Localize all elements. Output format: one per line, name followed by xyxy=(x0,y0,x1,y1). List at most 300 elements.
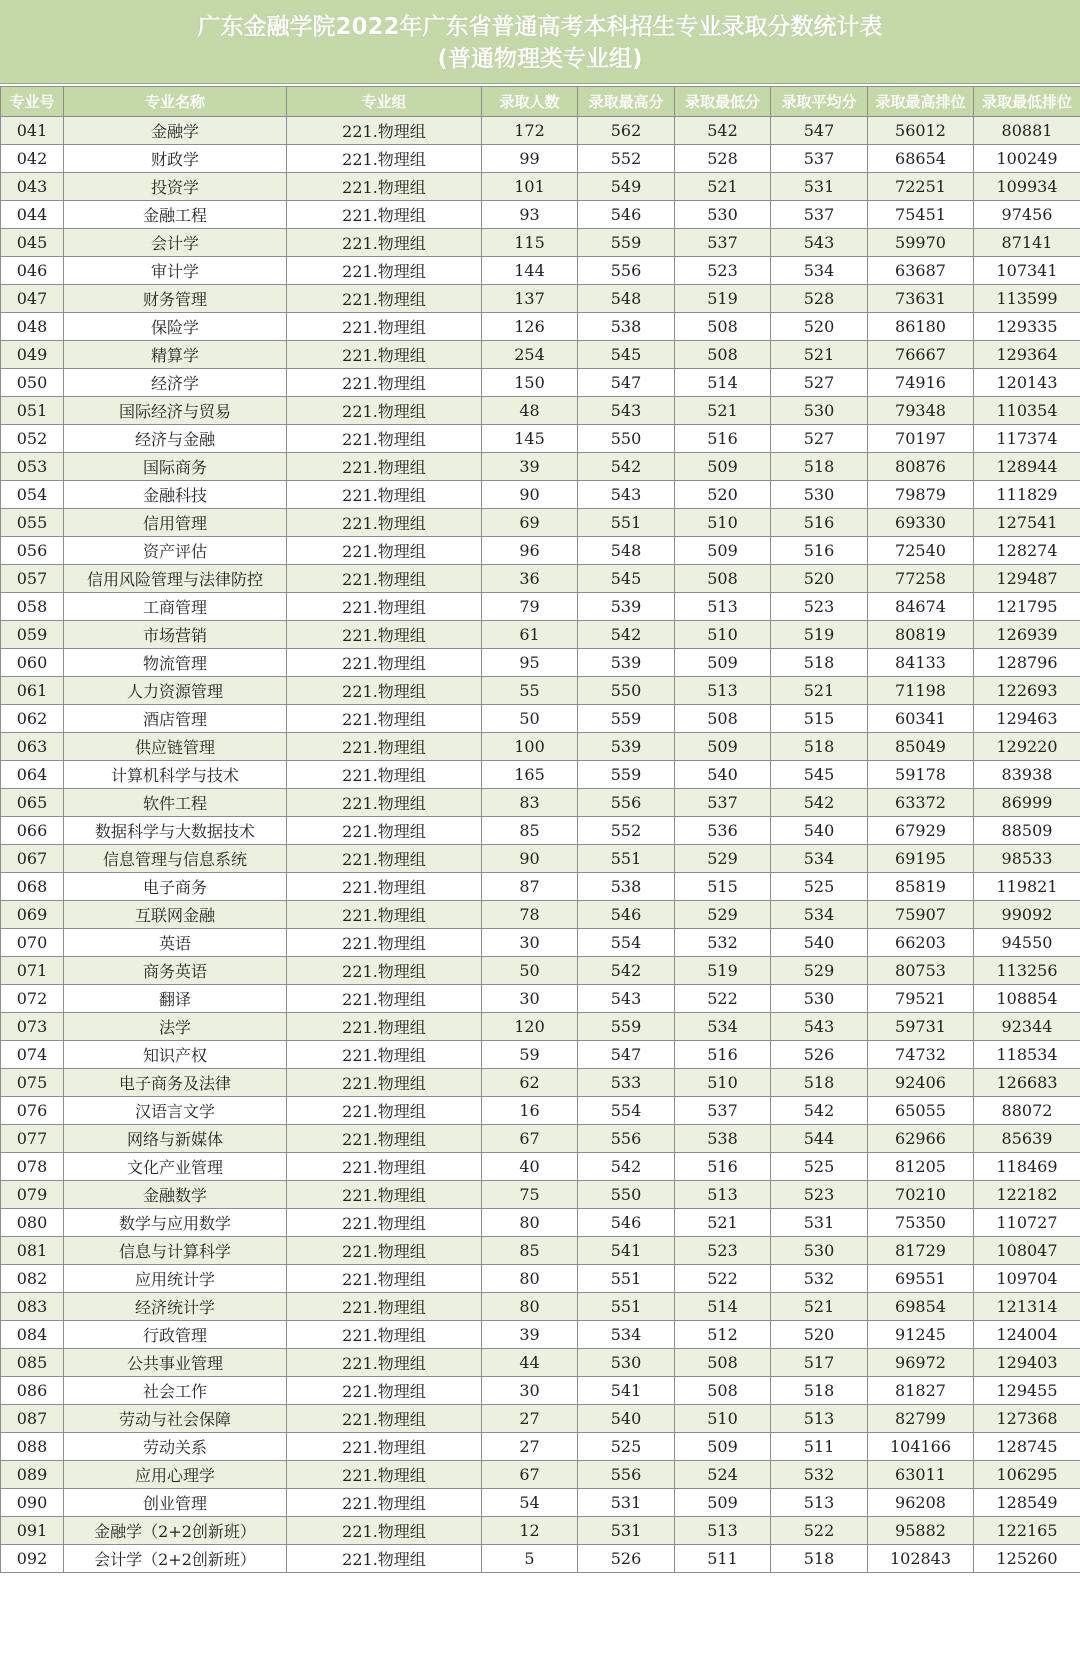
max-score-cell: 559 xyxy=(578,705,675,733)
major-name-cell: 劳动与社会保障 xyxy=(64,1405,287,1433)
major-name-cell: 法学 xyxy=(64,1013,287,1041)
min-score-cell: 509 xyxy=(675,453,771,481)
major-code-cell: 076 xyxy=(1,1097,64,1125)
major-group-cell: 221.物理组 xyxy=(287,1545,482,1573)
major-name-cell: 投资学 xyxy=(64,173,287,201)
avg-score-cell: 511 xyxy=(771,1433,868,1461)
max-score-cell: 547 xyxy=(578,369,675,397)
table-row xyxy=(1,1209,1080,1237)
major-name-cell: 计算机科学与技术 xyxy=(64,761,287,789)
min-rank-cell: 97456 xyxy=(974,201,1080,229)
table-row xyxy=(1,257,1080,285)
max-score-cell: 551 xyxy=(578,845,675,873)
major-name-cell: 电子商务及法律 xyxy=(64,1069,287,1097)
admitted-count-cell: 75 xyxy=(482,1181,578,1209)
major-group-cell: 221.物理组 xyxy=(287,453,482,481)
min-rank-cell: 109704 xyxy=(974,1265,1080,1293)
major-group-cell: 221.物理组 xyxy=(287,845,482,873)
major-code-cell: 074 xyxy=(1,1041,64,1069)
min-score-cell: 510 xyxy=(675,621,771,649)
major-name-cell: 数据科学与大数据技术 xyxy=(64,817,287,845)
admitted-count-cell: 101 xyxy=(482,173,578,201)
max-score-cell: 534 xyxy=(578,1321,675,1349)
min-rank-cell: 126939 xyxy=(974,621,1080,649)
min-rank-cell: 122165 xyxy=(974,1517,1080,1545)
max-score-cell: 552 xyxy=(578,145,675,173)
table-row xyxy=(1,117,1080,145)
major-name-cell: 汉语言文学 xyxy=(64,1097,287,1125)
admitted-count-cell: 27 xyxy=(482,1433,578,1461)
max-rank-cell: 81205 xyxy=(868,1153,974,1181)
major-name-cell: 商务英语 xyxy=(64,957,287,985)
max-score-cell: 546 xyxy=(578,901,675,929)
max-rank-cell: 59178 xyxy=(868,761,974,789)
min-rank-cell: 107341 xyxy=(974,257,1080,285)
admitted-count-cell: 12 xyxy=(482,1517,578,1545)
major-name-cell: 国际经济与贸易 xyxy=(64,397,287,425)
max-score-cell: 556 xyxy=(578,1125,675,1153)
max-rank-cell: 63687 xyxy=(868,257,974,285)
max-rank-cell: 75907 xyxy=(868,901,974,929)
admitted-count-cell: 79 xyxy=(482,593,578,621)
max-score-cell: 556 xyxy=(578,1461,675,1489)
admitted-count-cell: 5 xyxy=(482,1545,578,1573)
max-rank-cell: 84133 xyxy=(868,649,974,677)
avg-score-cell: 544 xyxy=(771,1125,868,1153)
major-group-cell: 221.物理组 xyxy=(287,173,482,201)
major-group-cell: 221.物理组 xyxy=(287,1097,482,1125)
max-score-cell: 542 xyxy=(578,621,675,649)
table-row xyxy=(1,201,1080,229)
avg-score-cell: 542 xyxy=(771,1097,868,1125)
max-rank-cell: 79348 xyxy=(868,397,974,425)
min-rank-cell: 110354 xyxy=(974,397,1080,425)
max-rank-cell: 84674 xyxy=(868,593,974,621)
major-name-cell: 金融学（2+2创新班） xyxy=(64,1517,287,1545)
min-rank-cell: 129335 xyxy=(974,313,1080,341)
table-row xyxy=(1,509,1080,537)
min-rank-cell: 128274 xyxy=(974,537,1080,565)
min-rank-cell: 124004 xyxy=(974,1321,1080,1349)
max-rank-cell: 92406 xyxy=(868,1069,974,1097)
table-row xyxy=(1,1041,1080,1069)
major-group-cell: 221.物理组 xyxy=(287,1237,482,1265)
avg-score-cell: 521 xyxy=(771,1293,868,1321)
major-group-cell: 221.物理组 xyxy=(287,369,482,397)
admitted-count-cell: 90 xyxy=(482,845,578,873)
table-row xyxy=(1,1013,1080,1041)
major-name-cell: 翻译 xyxy=(64,985,287,1013)
avg-score-cell: 518 xyxy=(771,649,868,677)
admitted-count-cell: 85 xyxy=(482,817,578,845)
avg-score-cell: 534 xyxy=(771,901,868,929)
avg-score-cell: 534 xyxy=(771,845,868,873)
avg-score-cell: 527 xyxy=(771,369,868,397)
major-group-cell: 221.物理组 xyxy=(287,873,482,901)
admitted-count-cell: 100 xyxy=(482,733,578,761)
min-rank-cell: 129220 xyxy=(974,733,1080,761)
min-rank-cell: 128549 xyxy=(974,1489,1080,1517)
avg-score-cell: 523 xyxy=(771,593,868,621)
major-name-cell: 数学与应用数学 xyxy=(64,1209,287,1237)
major-name-cell: 英语 xyxy=(64,929,287,957)
avg-score-cell: 537 xyxy=(771,145,868,173)
major-code-cell: 046 xyxy=(1,257,64,285)
major-code-cell: 066 xyxy=(1,817,64,845)
avg-score-cell: 518 xyxy=(771,1069,868,1097)
min-rank-cell: 119821 xyxy=(974,873,1080,901)
admitted-count-cell: 85 xyxy=(482,1237,578,1265)
major-group-cell: 221.物理组 xyxy=(287,1377,482,1405)
min-rank-cell: 113599 xyxy=(974,285,1080,313)
table-row xyxy=(1,565,1080,593)
major-name-cell: 供应链管理 xyxy=(64,733,287,761)
max-rank-cell: 59970 xyxy=(868,229,974,257)
max-rank-cell: 85819 xyxy=(868,873,974,901)
admitted-count-cell: 165 xyxy=(482,761,578,789)
max-rank-cell: 79879 xyxy=(868,481,974,509)
admitted-count-cell: 78 xyxy=(482,901,578,929)
table-row xyxy=(1,873,1080,901)
admitted-count-cell: 80 xyxy=(482,1209,578,1237)
max-rank-cell: 76667 xyxy=(868,341,974,369)
admitted-count-cell: 30 xyxy=(482,985,578,1013)
admitted-count-cell: 80 xyxy=(482,1293,578,1321)
major-name-cell: 会计学 xyxy=(64,229,287,257)
major-group-cell: 221.物理组 xyxy=(287,789,482,817)
admitted-count-cell: 50 xyxy=(482,705,578,733)
table-row xyxy=(1,1433,1080,1461)
major-code-cell: 050 xyxy=(1,369,64,397)
major-code-cell: 051 xyxy=(1,397,64,425)
admitted-count-cell: 62 xyxy=(482,1069,578,1097)
avg-score-cell: 513 xyxy=(771,1489,868,1517)
avg-score-cell: 531 xyxy=(771,173,868,201)
admitted-count-cell: 59 xyxy=(482,1041,578,1069)
major-group-cell: 221.物理组 xyxy=(287,1181,482,1209)
avg-score-cell: 532 xyxy=(771,1461,868,1489)
table-body xyxy=(1,117,1080,1573)
min-score-cell: 510 xyxy=(675,1405,771,1433)
max-rank-cell: 70210 xyxy=(868,1181,974,1209)
admitted-count-cell: 39 xyxy=(482,453,578,481)
avg-score-cell: 515 xyxy=(771,705,868,733)
major-group-cell: 221.物理组 xyxy=(287,425,482,453)
table-row xyxy=(1,733,1080,761)
min-score-cell: 542 xyxy=(675,117,771,145)
avg-score-cell: 530 xyxy=(771,1237,868,1265)
max-rank-cell: 104166 xyxy=(868,1433,974,1461)
major-code-cell: 083 xyxy=(1,1293,64,1321)
min-rank-cell: 106295 xyxy=(974,1461,1080,1489)
major-code-cell: 072 xyxy=(1,985,64,1013)
table-row xyxy=(1,957,1080,985)
major-name-cell: 知识产权 xyxy=(64,1041,287,1069)
major-group-cell: 221.物理组 xyxy=(287,621,482,649)
avg-score-cell: 545 xyxy=(771,761,868,789)
major-code-cell: 068 xyxy=(1,873,64,901)
max-rank-cell: 69854 xyxy=(868,1293,974,1321)
min-score-cell: 536 xyxy=(675,817,771,845)
avg-score-cell: 521 xyxy=(771,677,868,705)
admitted-count-cell: 30 xyxy=(482,929,578,957)
major-code-cell: 090 xyxy=(1,1489,64,1517)
admitted-count-cell: 27 xyxy=(482,1405,578,1433)
column-header-avg-score: 录取平均分 xyxy=(771,87,868,117)
min-score-cell: 508 xyxy=(675,565,771,593)
max-rank-cell: 69551 xyxy=(868,1265,974,1293)
max-rank-cell: 102843 xyxy=(868,1545,974,1573)
major-name-cell: 工商管理 xyxy=(64,593,287,621)
table-row xyxy=(1,705,1080,733)
major-group-cell: 221.物理组 xyxy=(287,565,482,593)
max-rank-cell: 59731 xyxy=(868,1013,974,1041)
major-code-cell: 079 xyxy=(1,1181,64,1209)
major-code-cell: 053 xyxy=(1,453,64,481)
min-score-cell: 514 xyxy=(675,1293,771,1321)
header-row xyxy=(1,87,1080,117)
major-code-cell: 061 xyxy=(1,677,64,705)
avg-score-cell: 516 xyxy=(771,537,868,565)
major-group-cell: 221.物理组 xyxy=(287,1125,482,1153)
table-row xyxy=(1,1125,1080,1153)
min-rank-cell: 87141 xyxy=(974,229,1080,257)
major-group-cell: 221.物理组 xyxy=(287,761,482,789)
major-group-cell: 221.物理组 xyxy=(287,1069,482,1097)
max-rank-cell: 85049 xyxy=(868,733,974,761)
table-row xyxy=(1,173,1080,201)
title-block xyxy=(0,0,1080,84)
major-name-cell: 软件工程 xyxy=(64,789,287,817)
major-code-cell: 069 xyxy=(1,901,64,929)
admitted-count-cell: 93 xyxy=(482,201,578,229)
major-code-cell: 080 xyxy=(1,1209,64,1237)
major-name-cell: 应用统计学 xyxy=(64,1265,287,1293)
max-score-cell: 546 xyxy=(578,201,675,229)
min-score-cell: 510 xyxy=(675,1069,771,1097)
max-rank-cell: 96208 xyxy=(868,1489,974,1517)
max-rank-cell: 82799 xyxy=(868,1405,974,1433)
avg-score-cell: 518 xyxy=(771,1545,868,1573)
max-score-cell: 548 xyxy=(578,537,675,565)
min-score-cell: 516 xyxy=(675,1153,771,1181)
min-rank-cell: 108047 xyxy=(974,1237,1080,1265)
max-score-cell: 550 xyxy=(578,677,675,705)
min-score-cell: 519 xyxy=(675,285,771,313)
major-name-cell: 网络与新媒体 xyxy=(64,1125,287,1153)
avg-score-cell: 519 xyxy=(771,621,868,649)
major-code-cell: 078 xyxy=(1,1153,64,1181)
max-score-cell: 562 xyxy=(578,117,675,145)
major-code-cell: 086 xyxy=(1,1377,64,1405)
admitted-count-cell: 48 xyxy=(482,397,578,425)
admitted-count-cell: 99 xyxy=(482,145,578,173)
major-group-cell: 221.物理组 xyxy=(287,537,482,565)
min-rank-cell: 111829 xyxy=(974,481,1080,509)
max-rank-cell: 70197 xyxy=(868,425,974,453)
max-rank-cell: 81827 xyxy=(868,1377,974,1405)
major-code-cell: 085 xyxy=(1,1349,64,1377)
max-score-cell: 533 xyxy=(578,1069,675,1097)
max-rank-cell: 69195 xyxy=(868,845,974,873)
min-score-cell: 513 xyxy=(675,1181,771,1209)
major-name-cell: 金融科技 xyxy=(64,481,287,509)
major-name-cell: 金融数学 xyxy=(64,1181,287,1209)
table-row xyxy=(1,1237,1080,1265)
table-row xyxy=(1,1405,1080,1433)
admitted-count-cell: 150 xyxy=(482,369,578,397)
min-score-cell: 519 xyxy=(675,957,771,985)
table-row xyxy=(1,817,1080,845)
min-score-cell: 522 xyxy=(675,1265,771,1293)
min-score-cell: 513 xyxy=(675,677,771,705)
min-rank-cell: 129364 xyxy=(974,341,1080,369)
max-rank-cell: 91245 xyxy=(868,1321,974,1349)
major-name-cell: 经济统计学 xyxy=(64,1293,287,1321)
min-score-cell: 534 xyxy=(675,1013,771,1041)
max-score-cell: 551 xyxy=(578,1265,675,1293)
min-score-cell: 529 xyxy=(675,901,771,929)
admitted-count-cell: 254 xyxy=(482,341,578,369)
major-name-cell: 酒店管理 xyxy=(64,705,287,733)
min-score-cell: 511 xyxy=(675,1545,771,1573)
min-rank-cell: 108854 xyxy=(974,985,1080,1013)
admitted-count-cell: 96 xyxy=(482,537,578,565)
major-code-cell: 071 xyxy=(1,957,64,985)
table-row xyxy=(1,1181,1080,1209)
max-rank-cell: 95882 xyxy=(868,1517,974,1545)
avg-score-cell: 543 xyxy=(771,229,868,257)
major-name-cell: 精算学 xyxy=(64,341,287,369)
major-code-cell: 041 xyxy=(1,117,64,145)
max-score-cell: 546 xyxy=(578,1209,675,1237)
min-score-cell: 513 xyxy=(675,1517,771,1545)
major-code-cell: 073 xyxy=(1,1013,64,1041)
max-rank-cell: 71198 xyxy=(868,677,974,705)
max-rank-cell: 63372 xyxy=(868,789,974,817)
major-group-cell: 221.物理组 xyxy=(287,1461,482,1489)
avg-score-cell: 525 xyxy=(771,1153,868,1181)
admitted-count-cell: 16 xyxy=(482,1097,578,1125)
admitted-count-cell: 115 xyxy=(482,229,578,257)
max-rank-cell: 72251 xyxy=(868,173,974,201)
min-score-cell: 520 xyxy=(675,481,771,509)
max-score-cell: 554 xyxy=(578,929,675,957)
min-score-cell: 537 xyxy=(675,1097,771,1125)
min-score-cell: 532 xyxy=(675,929,771,957)
min-score-cell: 515 xyxy=(675,873,771,901)
min-rank-cell: 118534 xyxy=(974,1041,1080,1069)
max-score-cell: 543 xyxy=(578,985,675,1013)
min-rank-cell: 92344 xyxy=(974,1013,1080,1041)
min-score-cell: 512 xyxy=(675,1321,771,1349)
min-rank-cell: 121795 xyxy=(974,593,1080,621)
major-code-cell: 049 xyxy=(1,341,64,369)
column-header-min-score: 录取最低分 xyxy=(675,87,771,117)
max-score-cell: 551 xyxy=(578,509,675,537)
min-score-cell: 522 xyxy=(675,985,771,1013)
major-name-cell: 审计学 xyxy=(64,257,287,285)
table-row xyxy=(1,985,1080,1013)
avg-score-cell: 527 xyxy=(771,425,868,453)
max-score-cell: 549 xyxy=(578,173,675,201)
avg-score-cell: 534 xyxy=(771,257,868,285)
column-header-min-rank: 录取最低排位 xyxy=(974,87,1080,117)
admitted-count-cell: 44 xyxy=(482,1349,578,1377)
max-score-cell: 548 xyxy=(578,285,675,313)
max-rank-cell: 80876 xyxy=(868,453,974,481)
min-rank-cell: 85639 xyxy=(974,1125,1080,1153)
major-code-cell: 047 xyxy=(1,285,64,313)
min-score-cell: 540 xyxy=(675,761,771,789)
max-score-cell: 539 xyxy=(578,733,675,761)
major-code-cell: 077 xyxy=(1,1125,64,1153)
min-score-cell: 530 xyxy=(675,201,771,229)
avg-score-cell: 531 xyxy=(771,1209,868,1237)
min-score-cell: 508 xyxy=(675,1377,771,1405)
admitted-count-cell: 120 xyxy=(482,1013,578,1041)
max-rank-cell: 60341 xyxy=(868,705,974,733)
min-score-cell: 508 xyxy=(675,341,771,369)
major-group-cell: 221.物理组 xyxy=(287,593,482,621)
avg-score-cell: 518 xyxy=(771,733,868,761)
max-score-cell: 538 xyxy=(578,313,675,341)
admitted-count-cell: 54 xyxy=(482,1489,578,1517)
min-rank-cell: 121314 xyxy=(974,1293,1080,1321)
min-rank-cell: 88509 xyxy=(974,817,1080,845)
max-rank-cell: 74916 xyxy=(868,369,974,397)
major-code-cell: 058 xyxy=(1,593,64,621)
table-row xyxy=(1,285,1080,313)
avg-score-cell: 520 xyxy=(771,565,868,593)
table-row xyxy=(1,1097,1080,1125)
max-score-cell: 531 xyxy=(578,1489,675,1517)
max-score-cell: 526 xyxy=(578,1545,675,1573)
table-row xyxy=(1,1517,1080,1545)
min-score-cell: 508 xyxy=(675,313,771,341)
min-score-cell: 529 xyxy=(675,845,771,873)
min-rank-cell: 83938 xyxy=(974,761,1080,789)
table-row xyxy=(1,1349,1080,1377)
major-group-cell: 221.物理组 xyxy=(287,957,482,985)
min-rank-cell: 117374 xyxy=(974,425,1080,453)
min-rank-cell: 86999 xyxy=(974,789,1080,817)
major-group-cell: 221.物理组 xyxy=(287,1209,482,1237)
major-code-cell: 052 xyxy=(1,425,64,453)
min-rank-cell: 88072 xyxy=(974,1097,1080,1125)
admitted-count-cell: 144 xyxy=(482,257,578,285)
major-name-cell: 金融学 xyxy=(64,117,287,145)
major-group-cell: 221.物理组 xyxy=(287,509,482,537)
table-row xyxy=(1,1265,1080,1293)
column-header-max-rank: 录取最高排位 xyxy=(868,87,974,117)
major-code-cell: 075 xyxy=(1,1069,64,1097)
avg-score-cell: 532 xyxy=(771,1265,868,1293)
table-row xyxy=(1,341,1080,369)
major-group-cell: 221.物理组 xyxy=(287,285,482,313)
admitted-count-cell: 87 xyxy=(482,873,578,901)
max-score-cell: 559 xyxy=(578,229,675,257)
major-group-cell: 221.物理组 xyxy=(287,1489,482,1517)
admitted-count-cell: 145 xyxy=(482,425,578,453)
major-group-cell: 221.物理组 xyxy=(287,1517,482,1545)
min-rank-cell: 129455 xyxy=(974,1377,1080,1405)
table-row xyxy=(1,1153,1080,1181)
max-rank-cell: 62966 xyxy=(868,1125,974,1153)
major-code-cell: 089 xyxy=(1,1461,64,1489)
min-rank-cell: 125260 xyxy=(974,1545,1080,1573)
avg-score-cell: 528 xyxy=(771,285,868,313)
